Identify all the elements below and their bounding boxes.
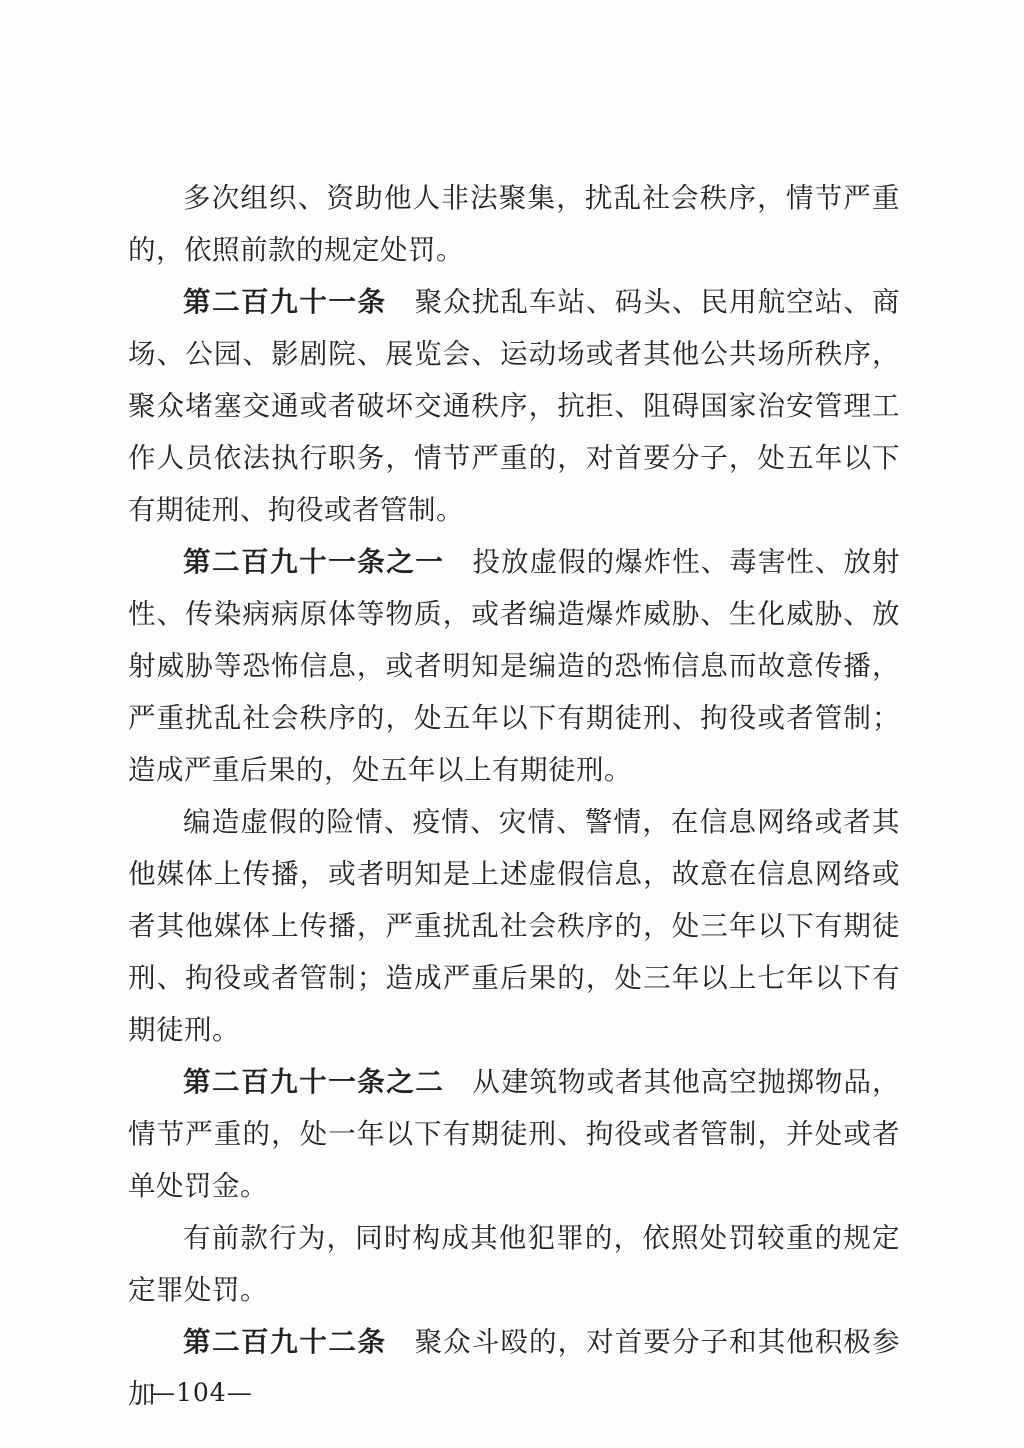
paragraph	[128, 172, 900, 276]
article-number: 第二百九十二条	[183, 1326, 387, 1358]
paragraph-text: 投放虚假的爆炸性、毒害性、放射性、传染病病原体等物质，或者编造爆炸威胁、生化威胁、放射威胁等恐怖信息，或者明知是编造的恐怖信息而故意传播，严重扰乱社会秩序的，处五年以下有期徒刑、拘役或者管制；造成严重后果的，处五年以上有期徒刑。	[128, 546, 900, 786]
paragraph-text: 有前款行为，同时构成其他犯罪的，依照处罚较重的规定定罪处罚。	[128, 1222, 900, 1306]
article-number: 第二百九十一条之二	[183, 1066, 445, 1098]
page-content	[128, 172, 900, 1420]
paragraph-text: 编造虚假的险情、疫情、灾情、警情，在信息网络或者其他媒体上传播，或者明知是上述虚假信息，故意在信息网络或者其他媒体上传播，严重扰乱社会秩序的，处三年以下有期徒刑、拘役或者管制；造成严重后果的，处三年以上七年以下有期徒刑。	[128, 806, 900, 1046]
paragraph	[128, 1056, 900, 1212]
article-number: 第二百九十一条	[183, 286, 387, 318]
paragraph-text: 多次组织、资助他人非法聚集，扰乱社会秩序，情节严重的，依照前款的规定处罚。	[128, 182, 900, 266]
paragraph	[128, 536, 900, 796]
paragraph-text: 从建筑物或者其他高空抛掷物品，情节严重的，处一年以下有期徒刑、拘役或者管制，并处或者单处罚金。	[128, 1066, 900, 1202]
paragraph-text: 聚众扰乱车站、码头、民用航空站、商场、公园、影剧院、展览会、运动场或者其他公共场所秩序，聚众堵塞交通或者破坏交通秩序，抗拒、阻碍国家治安管理工作人员依法执行职务，情节严重的，对首要分子，处五年以下有期徒刑、拘役或者管制。	[128, 286, 901, 526]
paragraph-text: 聚众斗殴的，对首要分子和其他积极参加	[128, 1326, 901, 1410]
page-number: —104—	[150, 1378, 253, 1407]
paragraph	[128, 1212, 900, 1316]
article-number: 第二百九十一条之一	[183, 546, 445, 578]
paragraph	[128, 796, 900, 1056]
paragraph	[128, 276, 900, 536]
